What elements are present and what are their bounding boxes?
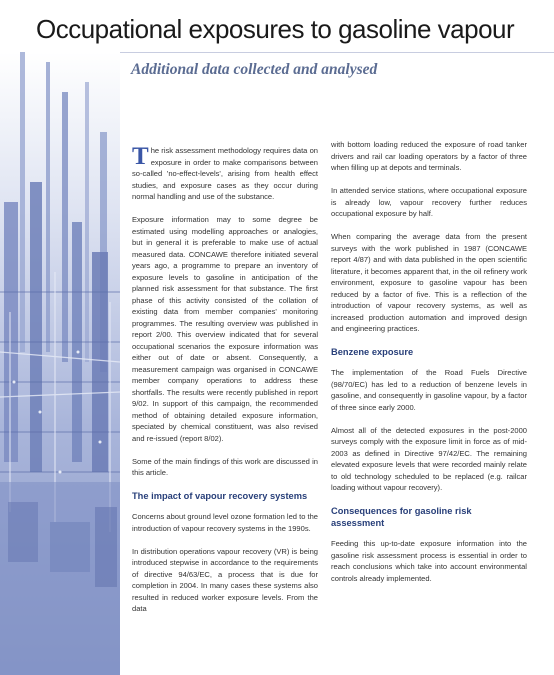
intro-text: he risk assessment methodology requires data on exposure in order to make comparisons between so-called 'no-effect-levels', arising from health effect studies, and exposure cases as they occur during normal handling and use of the substance. bbox=[132, 146, 318, 201]
article-column-left bbox=[132, 145, 318, 626]
body-paragraph: The implementation of the Road Fuels Directive (98/70/EC) has led to a reduction of benzene levels in gasoline, and consequently in gasoline vapour, by a factor of three since early 2000. bbox=[331, 368, 527, 412]
page-title: Occupational exposures to gasoline vapour bbox=[36, 14, 515, 44]
refinery-photo bbox=[0, 52, 120, 675]
body-paragraph: Feeding this up-to-date exposure information into the gasoline risk assessment process is essential in order to reach conclusions which take into account environmental controls already implemented. bbox=[331, 539, 527, 583]
section-heading: The impact of vapour recovery systems bbox=[132, 491, 308, 501]
drop-cap: T bbox=[132, 143, 149, 170]
body-paragraph: Some of the main findings of this work are discussed in this article. bbox=[132, 456, 318, 477]
article-column-right bbox=[331, 139, 527, 596]
body-paragraph: In attended service stations, where occupational exposure is already low, vapour recovery further reduces occupational exposure by half. bbox=[331, 186, 527, 218]
body-paragraph: Concerns about ground level ozone formation led to the introduction of vapour recovery systems in the 1990s. bbox=[132, 512, 318, 533]
section-heading: Consequences for gasoline risk assessment bbox=[331, 506, 472, 528]
body-paragraph: with bottom loading reduced the exposure of road tanker drivers and rail car loading operators by a factor of three when filling up at depots and terminals. bbox=[331, 140, 527, 172]
body-paragraph: When comparing the average data from the present surveys with the work published in 1987 (CONCAWE report 4/87) and with data published in the open scientific literature, it becomes apparent that, in the oil refinery work environment, exposure to gasoline vapour has been reduced by a factor of five. This is a reflection of the introduction of vapour recovery systems, as well as increased production automation and improved design and engineering practices. bbox=[331, 232, 527, 333]
page-subtitle: Additional data collected and analysed bbox=[131, 61, 378, 78]
body-paragraph: Almost all of the detected exposures in the post-2000 surveys comply with the exposure limit in force as of mid-2003 as defined in Directive 97/42/EC. The remaining elevated exposure levels that were recorded mainly relate to old technology scheduled to be replaced (e.g. railcar loading without vapour recovery). bbox=[331, 425, 527, 492]
body-paragraph: Exposure information may to some degree be estimated using modelling approaches or analogies, but in general it is preferable to make use of actual measured data. CONCAWE therefore initiated several years ago, a programme to prepare an inventory of exposure levels to gasoline in anticipation of the planned risk assessment for that substance. The first phase of this activity consisted of the collation of existing data from member companies' monitoring programmes. The resulting overview was published in report 2/00. This overview indicated that for several occupational scenarios the exposure information was either out of date or absent. Consequently, a measurement campaign was organised in CONCAWE member company operations to address these shortfalls. The results were recently published in report 9/02. In support of this campaign, the recommended method of obtaining detailed exposure information, speciated by chemical constituent, was also revised and re-issued (report 8/02). bbox=[132, 215, 318, 443]
intro-paragraph bbox=[132, 145, 318, 203]
section-heading: Benzene exposure bbox=[331, 347, 414, 357]
body-paragraph: In distribution operations vapour recovery (VR) is being introduced stepwise in accordance to the requirements of directive 94/63/EC, a process that is due for completion in 2004. In many cases these systems also resulted in reduced worker exposure levels. From the data bbox=[132, 546, 318, 613]
